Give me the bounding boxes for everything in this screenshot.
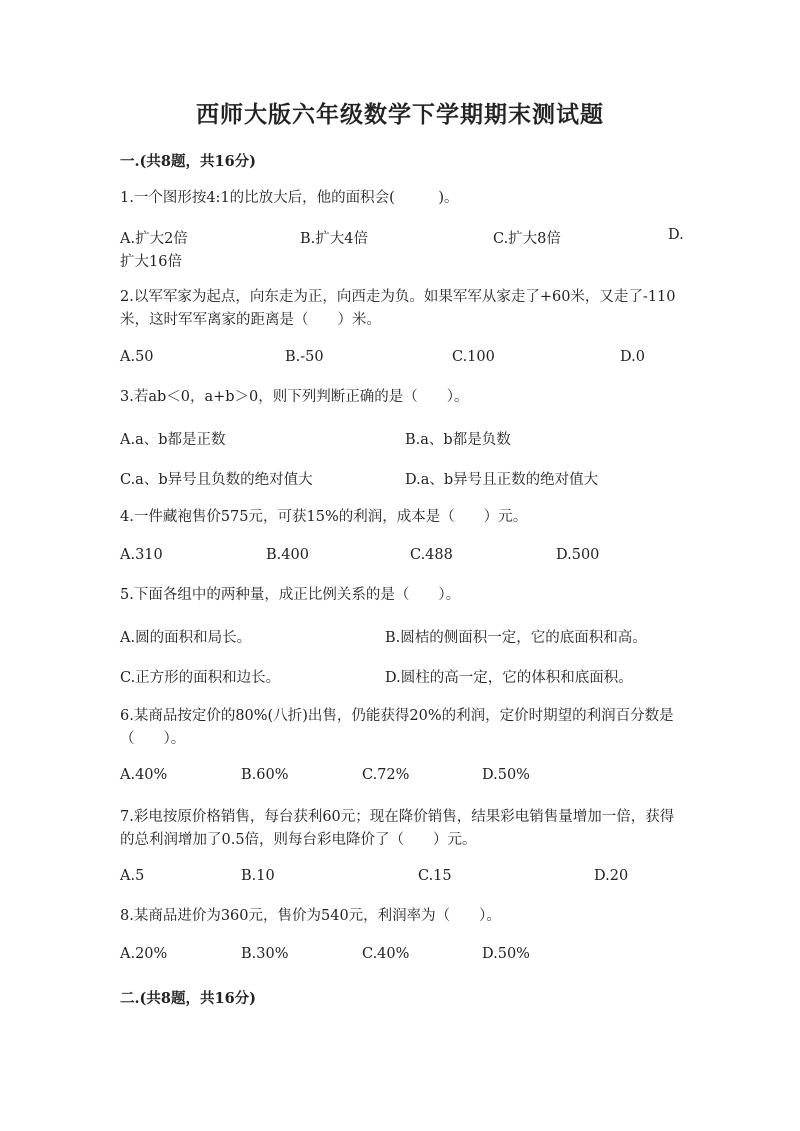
- q5-option-d: D.圆柱的高一定，它的体积和底面积。: [385, 670, 633, 686]
- q3-option-c: C.a、b异号且负数的绝对值大: [120, 472, 313, 488]
- q8-option-c: C.40%: [362, 946, 410, 962]
- q6-option-c: C.72%: [362, 767, 410, 783]
- q1-option-d: D.: [668, 227, 684, 243]
- q7-option-a: A.5: [120, 868, 145, 884]
- q5-option-c: C.正方形的面积和边长。: [120, 670, 281, 686]
- section-heading-2: 二.(共8题，共16分): [120, 990, 257, 1007]
- question-5-stem: 5.下面各组中的两种量，成正比例关系的是（ ）。: [120, 587, 461, 603]
- q2-option-a: A.50: [120, 349, 154, 365]
- q7-option-c: C.15: [418, 868, 452, 884]
- question-4-stem: 4.一件藏袍售价575元，可获15%的利润，成本是（ ）元。: [120, 509, 528, 525]
- q4-option-a: A.310: [120, 547, 163, 563]
- q3-option-a: A.a、b都是正数: [120, 432, 226, 448]
- q6-option-a: A.40%: [120, 767, 168, 783]
- q4-option-d: D.500: [556, 547, 600, 563]
- q1-option-a: A.扩大2倍: [120, 231, 188, 247]
- q6-option-b: B.60%: [241, 767, 289, 783]
- q8-option-d: D.50%: [482, 946, 530, 962]
- q3-option-d: D.a、b异号且正数的绝对值大: [405, 472, 599, 488]
- q7-option-b: B.10: [241, 868, 275, 884]
- question-1-stem: 1.一个图形按4:1的比放大后，他的面积会( )。: [120, 190, 459, 206]
- q5-option-b: B.圆桔的侧面积一定，它的底面积和高。: [385, 630, 647, 646]
- q2-option-b: B.-50: [285, 349, 324, 365]
- q4-option-c: C.488: [410, 547, 453, 563]
- q1-option-d-text: 扩大16倍: [120, 254, 182, 270]
- q7-option-d: D.20: [594, 868, 629, 884]
- question-2-stem: 2.以军军家为起点，向东走为正，向西走为负。如果军军从家走了+60米，又走了-110米，这时军军离家的距离是（ ）米。: [120, 289, 676, 328]
- question-7-stem: 7.彩电按原价格销售，每台获利60元；现在降价销售，结果彩电销售量增加一倍，获得的总利润增加了0.5倍，则每台彩电降价了（ ）元。: [120, 809, 675, 848]
- q8-option-a: A.20%: [120, 946, 168, 962]
- page-title: 西师大版六年级数学下学期期末测试题: [196, 101, 604, 128]
- question-6-stem: 6.某商品按定价的80%(八折)出售，仍能获得20%的利润，定价时期望的利润百分数是（ ）。: [120, 708, 674, 747]
- q6-option-d: D.50%: [482, 767, 530, 783]
- q4-option-b: B.400: [266, 547, 309, 563]
- question-8-stem: 8.某商品进价为360元，售价为540元，利润率为（ ）。: [120, 908, 501, 924]
- q1-option-b: B.扩大4倍: [300, 231, 368, 247]
- section-heading-1: 一.(共8题，共16分): [120, 153, 257, 170]
- q1-option-c: C.扩大8倍: [493, 231, 561, 247]
- q2-option-c: C.100: [452, 349, 495, 365]
- q8-option-b: B.30%: [241, 946, 289, 962]
- q2-option-d: D.0: [620, 349, 645, 365]
- q3-option-b: B.a、b都是负数: [405, 432, 511, 448]
- question-3-stem: 3.若ab＜0，a+b＞0，则下列判断正确的是（ ）。: [120, 389, 469, 405]
- q5-option-a: A.圆的面积和局长。: [120, 630, 252, 646]
